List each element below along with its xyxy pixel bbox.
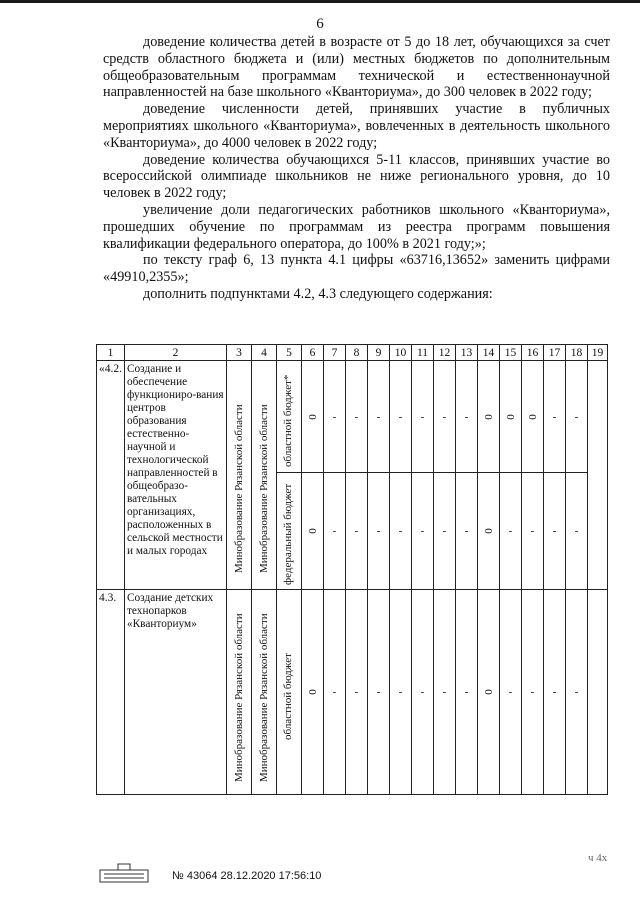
value-cell: - — [434, 590, 456, 795]
value-cell: 0 — [500, 361, 522, 473]
value-cell: - — [500, 473, 522, 590]
value-cell: 0 — [478, 361, 500, 473]
table-row-4-3 — [97, 590, 608, 795]
header-cell: 4 — [252, 345, 277, 361]
value-cell: - — [368, 473, 390, 590]
header-cell: 13 — [456, 345, 478, 361]
executor-text: Минобразование Рязанской области — [258, 613, 270, 782]
document-mark: № 43064 28.12.2020 17:56:10 — [172, 870, 322, 882]
value-cell: - — [346, 590, 368, 795]
paragraph: доведение количества обучающихся 5-11 классов, принявших участие во всероссийской олимпиаде школьников не ниже регионального уровня, до 10 человек в 2022 году; — [103, 151, 610, 202]
program-table — [96, 344, 608, 795]
row-title: Создание и обеспечение функциониро-вания центров образования естественно-научной и технологической направленностей в общеобразо-вательных организациях, расположенных в сельской местности и малых городах — [125, 361, 227, 590]
value-cell: - — [412, 473, 434, 590]
value-cell: - — [522, 473, 544, 590]
executor-text: Минобразование Рязанской области — [233, 613, 245, 782]
header-cell: 17 — [544, 345, 566, 361]
table-row-4-2a — [97, 361, 608, 473]
header-cell: 1 — [97, 345, 125, 361]
table-header-row — [97, 345, 608, 361]
source-text: областной бюджет* — [282, 374, 294, 467]
value-cell: - — [390, 473, 412, 590]
archive-stamp-icon — [98, 862, 150, 884]
value-cell: - — [412, 590, 434, 795]
value-cell: - — [368, 361, 390, 473]
header-cell: 8 — [346, 345, 368, 361]
header-cell: 11 — [412, 345, 434, 361]
row-number: 4.3. — [97, 590, 125, 795]
empty-cell — [588, 361, 608, 590]
value-cell: - — [566, 473, 588, 590]
executor-cell — [227, 590, 252, 795]
paragraph: доведение количества детей в возрасте от 5 до 18 лет, обучающихся за счет средств областного бюджета и (или) местных бюджетов по дополнительным общеобразовательным программам технической и естественнонаучной направленностей на базе школьного «Кванториума», до 300 человек в 2022 году; — [103, 34, 610, 101]
value-cell: 0 — [302, 473, 324, 590]
source-cell — [277, 361, 302, 473]
executor-text: Минобразование Рязанской области — [233, 404, 245, 573]
value-cell: - — [324, 361, 346, 473]
header-cell: 3 — [227, 345, 252, 361]
value-cell: - — [544, 590, 566, 795]
paragraph: доведение численности детей, принявших участие в публичных мероприятиях школьного «Кванториума», вовлеченных в деятельность школьного «Кванториума», до 4000 человек в 2022 году; — [103, 101, 610, 151]
value-cell: - — [434, 361, 456, 473]
value-cell: 0 — [478, 473, 500, 590]
header-cell: 2 — [125, 345, 227, 361]
paragraph: увеличение доли педагогических работников школьного «Кванториума», прошедших обучение по программам из реестра программ повышения квалификации федерального оператора, до 100% в 2021 году;»; — [103, 201, 610, 252]
value-cell: - — [456, 590, 478, 795]
empty-cell — [588, 590, 608, 795]
header-cell: 19 — [588, 345, 608, 361]
value-cell: - — [390, 590, 412, 795]
executor-text: Минобразование Рязанской области — [258, 404, 270, 573]
header-cell: 15 — [500, 345, 522, 361]
value-cell: 0 — [302, 590, 324, 795]
signature-mark: ч 4х — [588, 852, 608, 864]
value-cell: - — [566, 590, 588, 795]
value-cell: - — [346, 473, 368, 590]
value-cell: - — [324, 590, 346, 795]
executor-cell — [252, 590, 277, 795]
scan-edge — [0, 0, 640, 3]
value-cell: 0 — [478, 590, 500, 795]
value-cell: - — [434, 473, 456, 590]
header-cell: 12 — [434, 345, 456, 361]
header-cell: 18 — [566, 345, 588, 361]
value-cell: - — [346, 361, 368, 473]
row-number: «4.2. — [97, 361, 125, 590]
header-cell: 7 — [324, 345, 346, 361]
value-cell: - — [390, 361, 412, 473]
value-cell: - — [324, 473, 346, 590]
executor-cell — [227, 361, 252, 590]
value-cell: - — [412, 361, 434, 473]
source-cell — [277, 590, 302, 795]
value-cell: 0 — [302, 361, 324, 473]
source-cell — [277, 473, 302, 590]
header-cell: 6 — [302, 345, 324, 361]
value-cell: - — [544, 473, 566, 590]
header-cell: 14 — [478, 345, 500, 361]
value-cell: - — [566, 361, 588, 473]
page-number: 6 — [316, 16, 324, 32]
executor-cell — [252, 361, 277, 590]
row-title: Создание детских технопарков «Кванториум» — [125, 590, 227, 795]
paragraph: дополнить подпунктами 4.2, 4.3 следующего содержания: — [143, 285, 493, 302]
header-cell: 5 — [277, 345, 302, 361]
value-cell: - — [544, 361, 566, 473]
header-cell: 10 — [390, 345, 412, 361]
value-cell: 0 — [522, 361, 544, 473]
source-text: областной бюджет — [282, 653, 294, 740]
value-cell: - — [500, 590, 522, 795]
header-cell: 9 — [368, 345, 390, 361]
header-cell: 16 — [522, 345, 544, 361]
source-text: федеральный бюджет — [282, 483, 294, 585]
value-cell: - — [456, 361, 478, 473]
value-cell: - — [368, 590, 390, 795]
paragraph: по тексту граф 6, 13 пункта 4.1 цифры «63716,13652» заменить цифрами «49910,2355»; — [103, 252, 610, 286]
value-cell: - — [456, 473, 478, 590]
document-body — [103, 34, 610, 303]
value-cell: - — [522, 590, 544, 795]
